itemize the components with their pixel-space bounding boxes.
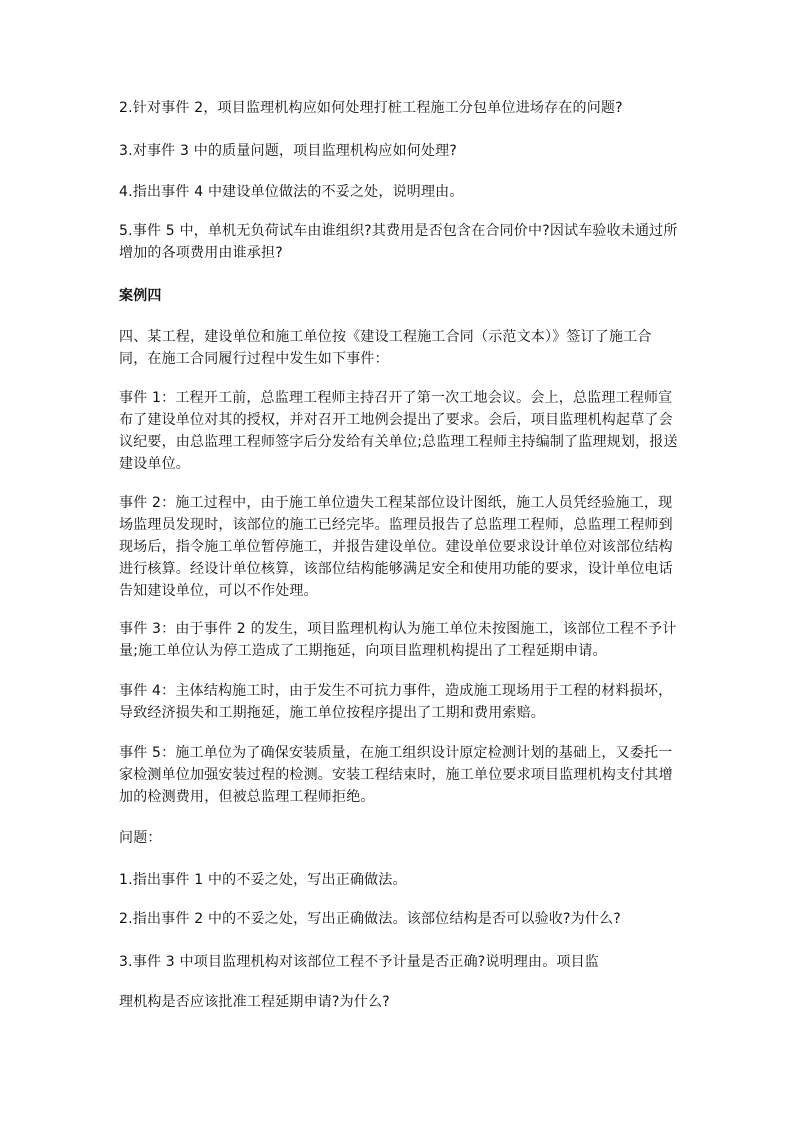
event-2-paragraph: 事件 2：施工过程中，由于施工单位遗失工程某部位设计图纸，施工人员凭经验施工，现场监理员发现时，该部位的施工已经完毕。监理员报告了总监理工程师，总监理工程师到现场后，指令施工单位暂停施工，并报告建设单位。建设单位要求设计单位对该部位结构进行核算。经设计单位核算，该部位结构能够满足安全和使用功能的要求，设计单位电话告知建设单位，可以不作处理。: [119, 495, 673, 599]
question-5-event-5: 5.事件 5 中，单机无负荷试车由谁组织?其费用是否包含在合同价中?因试车验收未通过所增加的各项费用由谁承担?: [119, 223, 678, 261]
question-3-part-1: 3.事件 3 中项目监理机构对该部位工程不予计量是否正确?说明理由。项目监: [119, 954, 599, 970]
event-3-paragraph: 事件 3：由于事件 2 的发生，项目监理机构认为施工单位未按图施工，该部位工程不予计量;施工单位认为停工造成了工期拖延，向项目监理机构提出了工程延期申请。: [119, 621, 677, 659]
event-5-paragraph: 事件 5：施工单位为了确保安装质量，在施工组织设计原定检测计划的基础上，又委托一家检测单位加强安装过程的检测。安装工程结束时，施工单位要求项目监理机构支付其增加的检测费用，但被总监理工程师拒绝。: [119, 745, 673, 805]
questions-label: 问题：: [119, 830, 162, 846]
question-3-event-3: 3.对事件 3 中的质量问题，项目监理机构应如何处理?: [119, 143, 457, 159]
question-4-event-4: 4.指出事件 4 中建设单位做法的不妥之处，说明理由。: [119, 184, 464, 200]
event-4-paragraph: 事件 4：主体结构施工时，由于发生不可抗力事件，造成施工现场用于工程的材料损坏，导致经济损失和工期拖延，施工单位按程序提出了工期和费用索赔。: [119, 683, 673, 721]
question-2: 2.指出事件 2 中的不妥之处，写出正确做法。该部位结构是否可以验收?为什么?: [119, 911, 621, 927]
question-1: 1.指出事件 1 中的不妥之处，写出正确做法。: [119, 872, 407, 888]
case-four-heading: 案例四: [119, 288, 162, 304]
question-3-part-2: 理机构是否应该批准工程延期申请?为什么?: [119, 994, 390, 1010]
question-2-event-2: 2.针对事件 2，项目监理机构应如何处理打桩工程施工分包单位进场存在的问题?: [119, 100, 623, 116]
event-1-paragraph: 事件 1：工程开工前，总监理工程师主持召开了第一次工地会议。会上，总监理工程师宣布了建设单位对其的授权，并对召开工地例会提出了要求。会后，项目监理机构起草了会议纪要，由总监理工程师签字后分发给有关单位;总监理工程师主持编制了监理规划，报送建设单位。: [119, 390, 678, 472]
case-four-intro: 四、某工程，建设单位和施工单位按《建设工程施工合同（示范文本）》签订了施工合同，在施工合同履行过程中发生如下事件：: [119, 329, 652, 367]
